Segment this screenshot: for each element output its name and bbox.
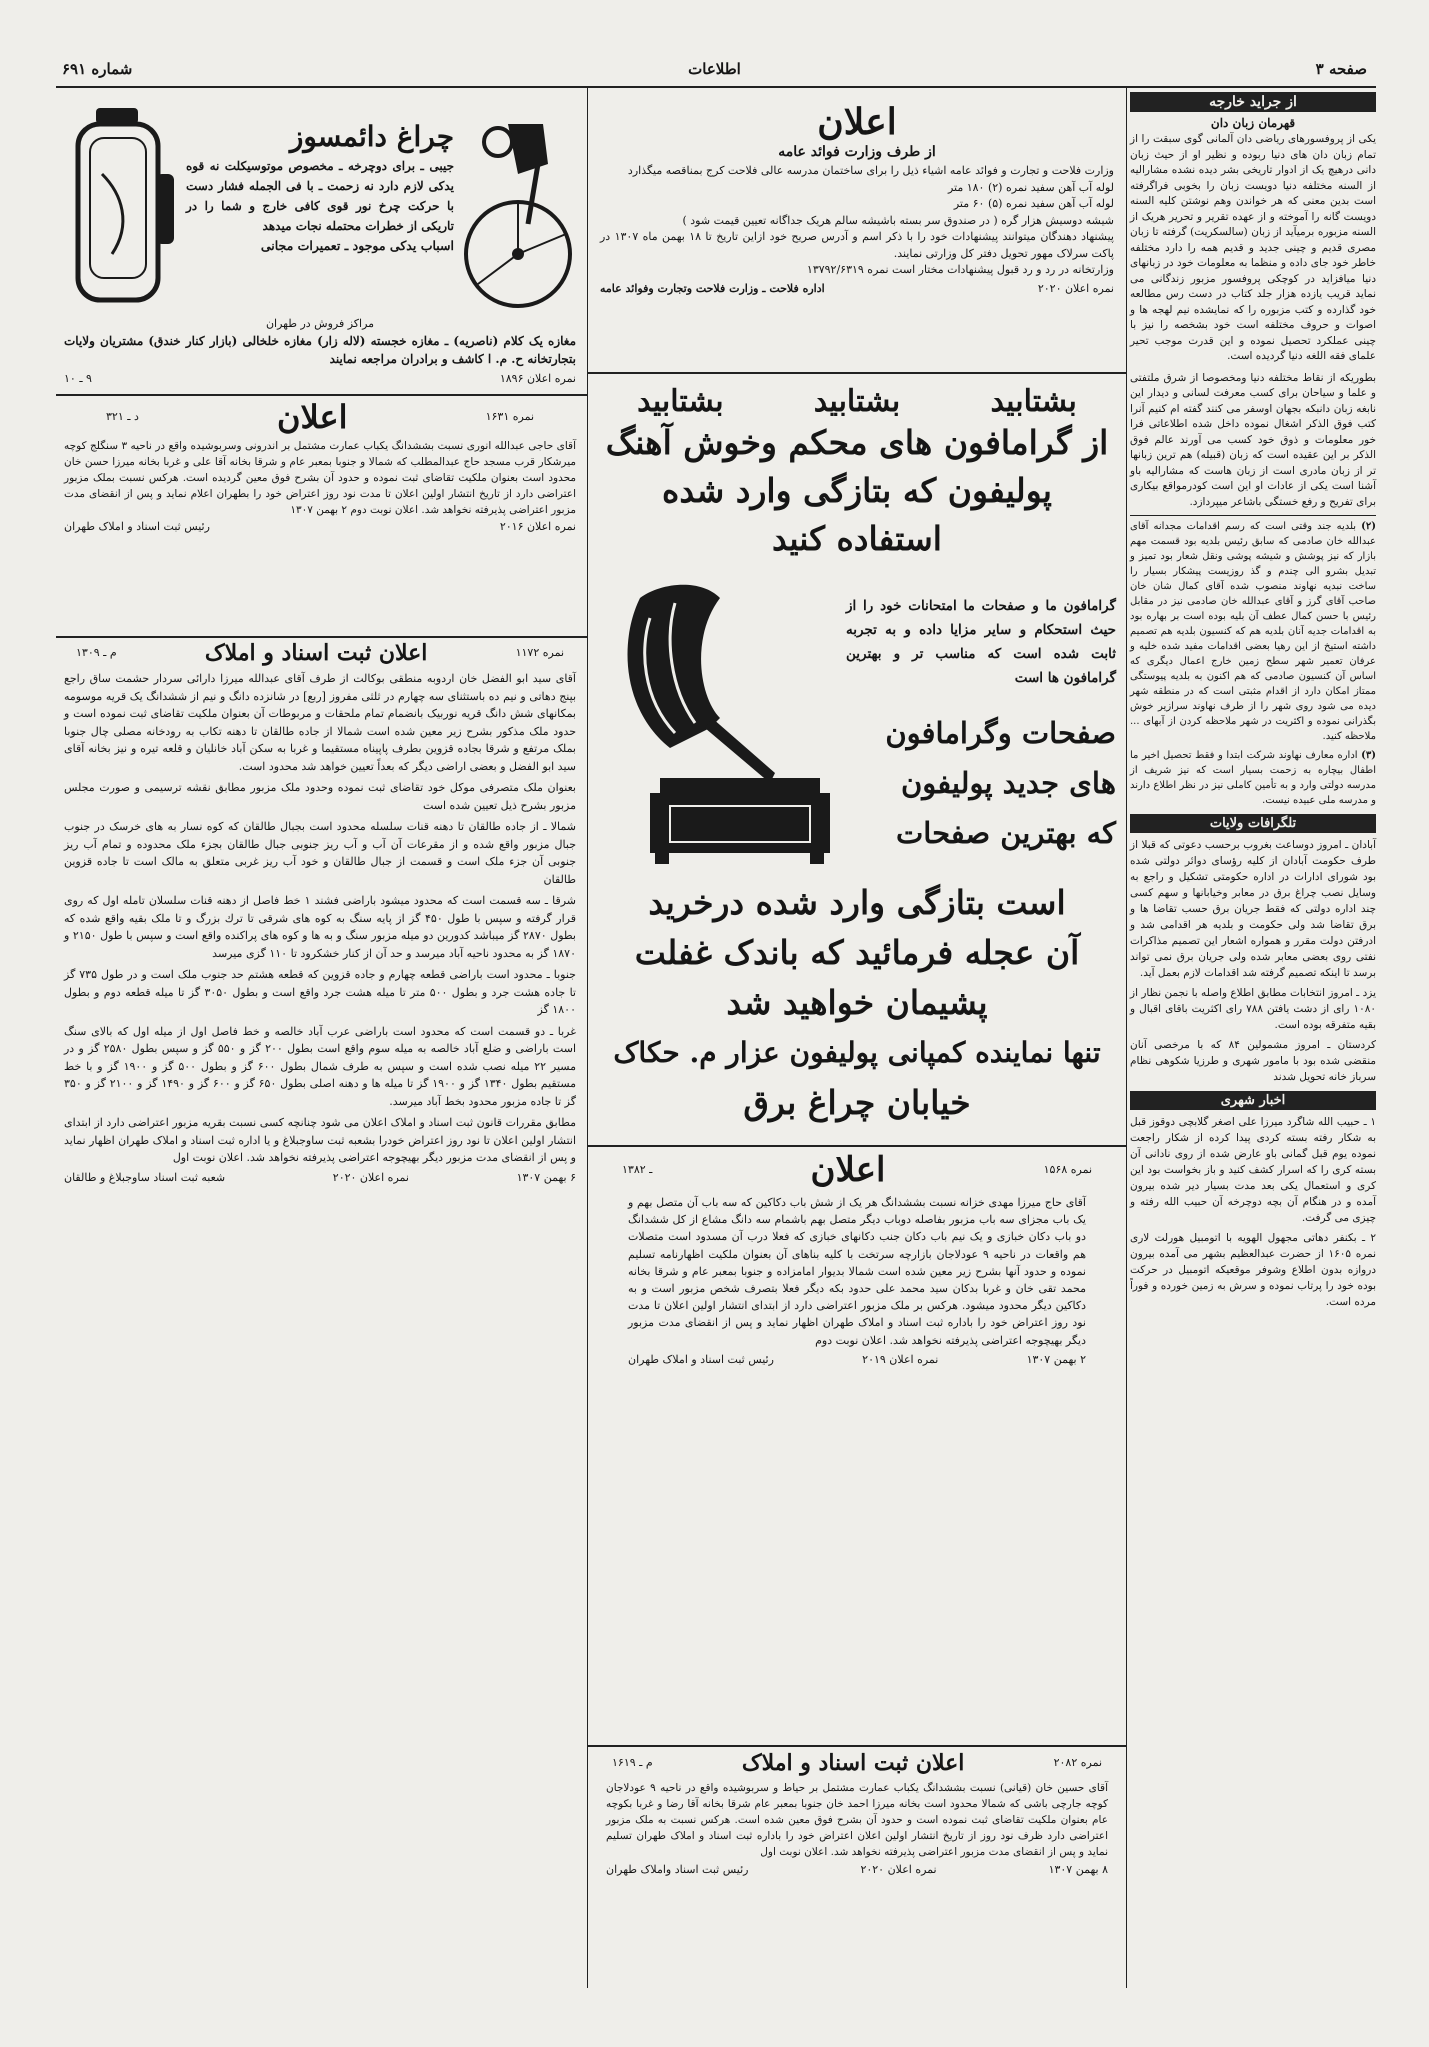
ad-headline-2: پولیفون که بتازگی وارد شده — [662, 471, 1052, 510]
left-announcement-2 — [56, 640, 584, 1990]
announcement-header — [592, 1150, 1122, 1190]
hurry-row — [592, 378, 1122, 419]
announcement-number: نمره ۱۶۳۱ — [485, 409, 534, 423]
sellers-label: مراکز فروش در طهران — [265, 317, 375, 330]
announcement-footer — [56, 518, 584, 533]
foreign-press-heading: از جراید خارجه — [1130, 92, 1376, 112]
city-news-heading: اخبار شهری — [1130, 1091, 1376, 1110]
announcement-signature: رئیس ثبت اسناد و املاک طهران — [64, 520, 210, 533]
ministry-announcement — [592, 100, 1122, 370]
boundary-west: غربا ـ دو قسمت است که محدود است باراضی عرب آباد خالصه و خط فاصل اول از میله اول که بالای سنگ است باراضی و ضلع آباد خالصه به میله سوم واقع است بطول ۲۰۰ گز و ۵۵۰ گز و سپس بطول ۲۵۸۰ گز و در مسیر ۲۲ میله نصب شده است و سپس به طرف شمال بطول ۶۰۰ گز و بطول ۵۰۰ گز و ۱۹۰۰ گز و با خط مستقیم بطول ۱۳۴۰ گز و ۱۹۰۰ گز تا میله ها و دهنه اصلی بطول ۶۵۰ گز و ۶۰۰ گز و ۱۴۹۰ گز و ۲۱۰۰ گز و ۳۵۰ گز تا جاده مزبور محدود بخط آباد میرسد. — [64, 1024, 577, 1108]
announcement-header — [56, 640, 584, 666]
boundary-east: شرقا ـ سه قسمت است که محدود میشود باراضی فشند ۱ خط فاصل از دهنه قنات سلسلان تامله اول که روی قرار گرفته و سپس با طول ۴۵۰ گز از پایه سنگ به کوه های شرقی تا ترك بزرگ و تا ملک بقیه واقع شده که بطول ۲۸۷۰ گز میباشد کدورین دو میله مزبور سنگ و به ها و کوه های پراکنده واقع است و سپس با طول ۲۱۵۰ و ۱۸۷۰ گز به محدود ناحیه آباد میرسد و حد آن از کنار خشکرود تا ۱۱۰ گزی میرسد — [64, 894, 577, 960]
city-news-1: ۱ ـ حبیب الله شاگرد میرزا علی اصغر گلابچی دوقوز قبل به شکار رفته بسته کردی پیدا کرده از شکار راجعت نموده یوم قبل گمانی باو عارض شده از روی نادانی آن بسته کری را که اسرار کشف کنید و باز بخواست بود این کری و استعمال یکی بعد مدت بسیار دیر شده بیرون آمده و در هنگام آن بچه دوچرخه آن حبیب الله رفته و چیزی می گرفت. — [1130, 1116, 1376, 1224]
ad-bottom-text — [592, 878, 1122, 1128]
announcement-number: نمره ۱۵۶۸ — [1043, 1162, 1092, 1176]
lamp-ad-spare-parts: اسباب یدکی موجود ـ تعمیرات مجانی — [260, 238, 454, 253]
announcement-body: آقای سید ابو الفضل خان اردوبه منطقی بوکالت از طرف آقای عبدالله میرزا دارائی سردار حشمت ساق راجع بپنج دهاتی و نیم ده باستثنای سه چهارم در ثلثی مفروز [ربع] در شانزده دانگ و نیم از ششدانگ یک قریه موسومه بمکانهای شش دانگ قریه نوربیک بانضمام تمام ملحقات و مربوطات آن بعنوان ملکیت تقاضای ثبت نموده است و حدود ملک مذکور بشرح زیر معین شده است شمالا از جاده طالقان تا دهنه تکاب به رودخانه مصلی چال جنوبا بملک مرتفع و شرقا بجاده قزوین بطرف پاپیناه مستقیما و غربا به سکن آباد خانلیان و قلعه تیره و نیز بخانه آقای سید ابو الفضل و بعضی اراضی دیگر که بعداً تعیین خواهد شد محدود است. — [64, 672, 576, 773]
announcement-footer — [56, 1167, 584, 1184]
announcement-number: نمره ۱۱۷۲ — [515, 645, 564, 659]
announcement-body: وزارت فلاحت و تجارت و فوائد عامه اشیاء ذیل را برای ساختمان مدرسه عالی فلاحت کرج بمناقصه میگذارد — [627, 164, 1114, 177]
announcement-number: نمره اعلان ۲۰۲۰ — [1037, 281, 1114, 295]
announcement-body: آقای حسین خان (قیانی) نسبت بششدانگ یکباب عمارت مشتمل بر حیاط و سربوشیده واقع در ناحیه ۹ عودلاجان کوچه جارچی باشی که شمالا محدود است بخانه میرزا احمد خان جنوبا بمعبر عام شرقا بخانه آقا رضا و غربا بکوچه عام بعنوان ملکیت تقاضای ثبت نموده است و حدود آن بشرح فوق معین شده است. هرکس نسبت به ملک مزبور اعتراضی دارد ظرف نود روز از تاریخ انتشار اولین اعلان اعتراض خود را باداره ثبت اسناد و املاک طهران تسلیم نماید و پس از انقضای مدت مزبور اعتراضی پذیرفته نخواهد شد. اعلان نوبت اول — [606, 1782, 1108, 1858]
announcement-signature: شعبه ثبت اسناد ساوجبلاغ و طالقان — [64, 1170, 226, 1184]
issue-number: شماره ۶۹۱ — [62, 60, 133, 78]
bicycle-illustration — [458, 104, 578, 314]
announcement-signature: اداره فلاحت ـ وزارت فلاحت وتجارت وفوائد عامه — [600, 281, 825, 295]
announcement-body: آقای حاج میرزا مهدی خزانه نسبت بششدانگ هر یک از شش باب دکاکین که سه باب آن متصل بهم و یک باب مجزای سه باب مزبور بفاصله دوباب دیگر متصل بهم باشمام سه دانگ مشاع از کل ششدانگ دو باب دکان خبازی و یک نیم باب دکان جنب دکانهای خبازی که فعلا درب آن مسدود است متصلات هم واقعات در ناحیه ۹ عودلاجان بازارچه سرتخت با کلیه بناهای آن بعنوان ملکیت اظهارنامه تسلیم نموده و حدود آنها بشرح زیر معین شده است شمالا بدیوار امامزاده و جنوبا بمعبر عام و شرقا بخانه محمد تقی خان و غربا بدکان سید محمد علی حدود بکه دیگر فعلا بتصرف شخص مزبور است و به دکاکین دیگر محدود میشود. هرکس بر ملک مزبور اعتراضی دارد از ابتدای انتشار اولین اعلان تا مدت نود روز اعتراض خود را باداره ثبت اسناد و املاک طهران اظهار نماید و پس از انقضای مدت مزبور دیگر بهیچوجه اعتراضی پذیرفته نخواهد شد. اعلان نوبت دوم — [628, 1196, 1086, 1347]
sidebar-column — [1130, 92, 1376, 1992]
announcement-subtitle: از طرف وزارت فوائد عامه — [778, 144, 936, 160]
ad-number: نمره اعلان ۱۸۹۶ — [499, 372, 576, 385]
lamp-ad — [56, 92, 584, 392]
announcement-date: ۲ بهمن ۱۳۰۷ — [1026, 1352, 1086, 1366]
lamp-ad-title: چراغ دائمسوز — [289, 120, 454, 153]
page-number: صفحه ۳ — [1315, 60, 1367, 78]
lamp-ad-footer — [64, 372, 576, 385]
registration-announcement-1 — [592, 1150, 1122, 1742]
telegraph-heading: تلگرافات ولایات — [1130, 814, 1376, 833]
left-announcement-1 — [56, 398, 584, 634]
announcement-date: ۶ بهمن ۱۳۰۷ — [516, 1170, 576, 1184]
registration-announcement-2 — [592, 1750, 1122, 1990]
gramophone-illustration — [600, 578, 830, 878]
list-item: لوله آب آهن سفید نمره (۵) ۶۰ متر — [953, 197, 1114, 210]
announcement-closing: مطابق مقررات قانون ثبت اسناد و املاک اعلان می شود چنانچه کسی نسبت بقریه مزبور اعتراضی دارد از ابتدای انتشار اولین اعلان تا نود روز اعتراض خودرا بشعبه ثبت ساوجبلاغ و یا اداره ثبت اسناد و املاک طهران اظهار نماید و پس از انقضای مدت مزبور دیگر بهیچوجه اعتراضی پذیرفته نخواهد شد. اعلان نوبت اول — [63, 1116, 576, 1164]
announcement-code: م ـ ۱۶۱۹ — [612, 1755, 653, 1769]
telegraph-paragraph-1: آبادان ـ امروز دوساعت بغروب برحسب دعوتی که قبلا از طرف حکومت آبادان از کلیه رؤسای دوائر دولتی شده بود شورای ادارات در اداره حکومتی تشکیل و راجع به وسایل نصب چراغ برق در معابر وخیابانها و سهم کسی چند اداره دولتی که فقط جریان برق حسب تقاضا ها و برق تقاضا شد ولی حکومت و بلدیه هر اقدامی شد و ادرفتن دولت مقرر و همواره اشعار این تصمیم مذاکرات نفتی روی بعضی معابر شده ولی جریان برق نمی تواند برسد تا اینکه تصمیم گرفته شد اقدامات لازم بعمل آید. — [1130, 839, 1376, 979]
ad-agent: تنها نماینده کمپانی پولیفون عزار م. حکاک — [613, 1036, 1101, 1069]
announcement-number: نمره اعلان ۲۰۲۰ — [332, 1170, 409, 1184]
announcement-footer — [592, 1349, 1122, 1366]
article-title: قهرمان زبان دان — [1210, 116, 1296, 130]
announcement-title: اعلان — [817, 101, 897, 143]
announcement-date: ۸ بهمن ۱۳۰۷ — [1048, 1863, 1108, 1876]
divider — [1130, 515, 1376, 516]
boundary-north: شمالا ـ از جاده طالقان تا دهنه قنات سلسله محدود است بجبال طالقان که کوه نسار به های خرسک در جنوب جبال مزبور واقع شده و از مقرعات آن آب و آب ریز جنوبی جبال طالقان بجزء ملک محدوده و تمام آب ریز جنوبی آن جزء ملک است و قسمت از جبال طالقان و خود آب ریز غربی متعلق به مالک است تا جاده قزوین طالقان — [64, 820, 576, 886]
announcement-number: نمره ۲۰۸۲ — [1053, 1755, 1102, 1769]
announcement-footer — [592, 279, 1122, 295]
news-item-2 — [1130, 519, 1376, 744]
hurry-word: بشتابید — [813, 384, 901, 419]
ad-bottom-line: پشیمان خواهید شد — [726, 983, 988, 1022]
list-item: شیشه دوسیش هزار گره ( در صندوق سر بسته باشیشه سالم هریک جداگانه تعیین قیمت شود ) — [682, 213, 1114, 227]
item-number: (۲) — [1361, 521, 1377, 532]
announcement-signature: رئیس ثبت اسناد واملاک طهران — [606, 1863, 749, 1876]
announcement-body-2: پیشنهاد دهندگان میتوانند پیشنهادات خود را با ذکر اسم و آدرس صریح خود ازاین تاریخ تا ۱۸ بهمن ماه ۱۳۰۷ در پاکت سرلاک مهور تحویل دفتر کل وزارتی نمایند. — [600, 230, 1114, 260]
announcement-number: نمره اعلان ۲۰۲۰ — [860, 1863, 937, 1876]
item-text: بلدیه جند وقتی است که رسم اقدامات مجدانه آقای عبدالله خان صادمی که سابق رئیس بلدیه بود قسمت مهم بازار که نیز پوشش و شیشه پوشی ونقل شعار بود تمیز و تبدیل بشرو الی چندم و گذ روزیست پیشکار بسیار را ساخت نبدیه نهاوند منصوب شده آقای کمال شان خان صاحب آقای گرز و آقای عبدالله خان صادمی نیز در مقابل رئیس با حسن کمال عطف آن بلیه بوده است بر بهاره بود به اقدامات جدیه آنان بلدیه هم که کنسیون بلدیه هم تصمیم داشته استیخ از این رهیا بعضی اقدامات مفید شده خلیه و عرفان تعمیر شهر سطح زمین خارج اعمال دیگری که اساس آن کنسیون صادمی که هم اکنون به بلدیه پیوستگی ممتاز امکان دارد از اقدام مثبتی است که در منطقه شهر دیده می شود روی شهر را از طرف نهاوند سرازیر خوش بگذرانی نموده و اکثریت در شهر ملاحظه کردن از آبهای ... ملاحظه کنید. — [1130, 521, 1376, 742]
announcement-signature: رئیس ثبت اسناد و املاک طهران — [628, 1352, 774, 1366]
ad-headline-1: از گرامافون های محکم وخوش آهنگ — [605, 423, 1109, 462]
announcement-title: اعلان ثبت اسناد و املاک — [741, 1750, 965, 1776]
ad-bottom-line: است بتازگی وارد شده درخرید — [648, 883, 1066, 922]
announcement-footer — [592, 1860, 1122, 1876]
hurry-word: بشتابید — [637, 384, 724, 419]
flashlight-illustration — [62, 104, 182, 314]
ad-big-line: صفحات وگرامافون — [885, 716, 1116, 750]
ad-big-line: های جدید پولیفون — [900, 766, 1116, 800]
announcement-body-2: بعنوان ملک متصرفی موکل خود تقاضای ثبت نموده وحدود ملک مزبور مطابق نقشه ترسیمی و صورت مجلس مزبور بشرح ذیل تعیین شده است — [64, 781, 576, 812]
announcement-header — [592, 1750, 1122, 1776]
hurry-word: بشتابید — [990, 384, 1077, 419]
masthead-rule — [56, 86, 1376, 88]
lamp-ad-text — [186, 118, 454, 256]
divider — [588, 1745, 1126, 1747]
ad-code: ۹ ـ ۱۰ — [64, 372, 92, 385]
city-news-2: ۲ ـ بکنفر دهاتی مجهول الهویه با اتومبیل هورلت لاری نمره ۱۶۰۵ از حضرت عبدالعظیم بشهر می آمده بیرون دروازه بدون اطلاع وشوفر موقعیکه اتومبیل در حرکت بوده خود را پرتاب نموده و سرش به زمین خورده و فوراً مرده است. — [1130, 1232, 1377, 1308]
ad-big-text — [836, 708, 1116, 858]
announcement-code: ـ ۱۳۸۲ — [622, 1162, 653, 1176]
divider — [588, 1145, 1126, 1147]
item-number: (۳) — [1361, 750, 1376, 761]
ad-big-line: که بهترین صفحات — [895, 816, 1116, 850]
divider — [56, 636, 587, 638]
sellers-list: مغازه یک کلام (ناصریه) ـ مغازه خجسته (لاله زار) مغازه خلخالی (بازار کنار خندق) مشتریان ولایات بتجارتخانه ح. م. ا کاشف و برادران مراجعه نمایند — [64, 334, 576, 366]
announcement-title: اعلان ثبت اسناد و املاک — [204, 640, 428, 666]
divider — [56, 394, 587, 396]
column-divider-right — [1126, 88, 1127, 1988]
ad-street: خیابان چراغ برق — [743, 1083, 971, 1122]
announcement-number: نمره اعلان ۲۰۱۹ — [862, 1352, 939, 1366]
lamp-ad-paragraph: جیبی ـ برای دوچرخه ـ مخصوص موتوسیکلت نه قوه یدکی لازم دارد نه زحمت ـ با فی الجمله فشار دست با حرکت چرخ نور قوی کافی خارج و شما را در تاریکی از خطرات محتمله نجات میدهد — [186, 159, 454, 233]
announcement-code: م ـ ۱۳۰۹ — [76, 645, 117, 659]
divider — [588, 372, 1126, 374]
telegraph-paragraph-2: یزد ـ امروز انتخابات مطابق اطلاع واصله با نجمن نظار از ۱۰۸۰ رای از دشت یافتن ۷۸۸ رای اکثریت باقای اقبال و بقیه متفرقه بوده است. — [1130, 987, 1376, 1031]
item-text: اداره معارف نهاوند شرکت ابتدا و فقط تحصیل اخیر ما اطفال بیچاره به زحمت بسیار است که نیز شریف از مدرسه دولتی وارد و به تأمین کاملی نیز در نظر اطلاع دارند و مدرسه ملی عبیده نیست. — [1130, 750, 1376, 806]
ad-headline-3: استفاده کنید — [772, 519, 942, 558]
announcement-body-3: وزارتخانه در رد و رد قبول پیشنهادات مختار است نمره ۱۳۷۹۲/۶۳۱۹ — [806, 263, 1114, 276]
announcement-title: اعلان — [276, 398, 348, 436]
telegraph-paragraph-3: کردستان ـ امروز مشمولین ۸۴ که با مرخصی آنان منقضی شده بود با مامور شهری و طرزیا شکوهی نظام سرباز خانه تحویل شدند — [1130, 1039, 1376, 1083]
announcement-code: د ـ ۳۲۱ — [106, 409, 139, 423]
paper-name: اطلاعات — [688, 60, 741, 78]
announcement-number: نمره اعلان ۲۰۱۶ — [499, 520, 576, 533]
article-paragraph-2: بطوریکه از نقاط مختلفه دنیا ومخصوصا از شرق ملتفتی و علما و سیاحان برای کسب معرفت لسانی و دیدار این نابغه زبان دانبکه بجهان اوسفر می کنند گفته ام کنیم آنرا کتب فوق الذکر اشغال نموده داخل شده اطلاعاتی فرا خور معلومات و ذوق خود کسب می آورند عالم فوق الذکر بر این عقیده است که زبان (قبیله) هم ترین زبانها تر از زبان مادری است از زبان هاست که مشارالیه باو آشنا است یکی از عادات او این است کودرمواقع بیکاری برای تفریح و رفع خستگی باشاعر میپردازد. — [1130, 371, 1376, 508]
article-paragraph-1: یکی از پروفسورهای ریاضی دان آلمانی گوی سبقت را از تمام زبان دان های دنیا ربوده و نظیر او از حیث زبان دانی درهیچ یک از ادوار تاریخی بشر دیده نشده مشارالیه از السنه مختلفه دنیا دویست زبان را بخوبی فراگرفته است بدین معنی که هر خواندن وهم نوشتن کلیه السنه دویست گانه را آموخته و از عهده تقریر و تحریر هریک از السنه مزبوره برمیآید از زبان (سالسکریت) گرفته تا زبان مصری قدیم و چینی جدید و قدیم همه را دارد مختلفه خاطر خود جای داده و منظما به معلومات خود در زبانهای دنیا میافزاید در کوچکی پروفسور مزبور زندگانی می نماید قریب یازده هزار جلد کتاب در دست رس مطالعه خود گذارده و کتب مزبوره را که نمایشده نیم لهجه ها و اصوات و حروف مختلفه است خود بشخصه را نیز با چینی عملکرد تحصیل نموده و این قدرت موجب تحیر علمای فقه اللغه دنیا گردیده است. — [1130, 133, 1376, 362]
gramophone-ad — [592, 378, 1122, 1138]
announcement-header — [56, 398, 584, 436]
boundary-south: جنوبا ـ محدود است باراضی قطعه چهارم و جاده قزوین که قطعه هشتم حد جنوب ملک است و در طول ۷۳۵ گز تا جاده هشت جرد و بطول ۵۰۰ متر تا میله هشت جرد واقع است و بطول ۳۰۵۰ گز تا میله قطعه دوم و بطول ۱۸۰۰ گز — [64, 968, 576, 1016]
announcement-body: آقای حاجی عبدالله انوری نسبت بششدانگ یکباب عمارت مشتمل بر اندرونی وسربوشیده واقع در ناحیه ۳ سنگلج کوچه میرشکار قرب مسجد حاج عبدالمطلب که شمالا و جنوبا بمعبر عام و شرقا بخانه آقا علی و غربا بخانه میرزا حسن خان محدود است بعنوان ملکیت تقاضای ثبت نموده و حدود آن بشرح فوق معین گردیده است. هرکس نسبت بملک مزبور اعتراضی دارد از تاریخ انتشار اولین اعلان تا مدت نود روز اعتراض خود را بطهران اعلام نماید و پس از انقضای مدت مزبور اعتراضی پذیرفته نخواهد شد. اعلان نوبت دوم ۲ بهمن ۱۳۰۷ — [64, 440, 576, 516]
ad-bottom-line: آن عجله فرمائید که باندک غفلت — [634, 933, 1080, 972]
news-item-3 — [1130, 748, 1376, 808]
list-item: لوله آب آهن سفید نمره (۲) ۱۸۰ متر — [947, 180, 1114, 194]
announcement-title: اعلان — [810, 1150, 886, 1190]
item-list — [592, 180, 1122, 230]
ad-side-text: گرامافون ما و صفحات ما امتحانات خود را از حیث استحکام و سایر مزایا داده و به تجربه ثابت شده است که مناسب تر و بهترین گرامافون ها است — [846, 598, 1116, 686]
